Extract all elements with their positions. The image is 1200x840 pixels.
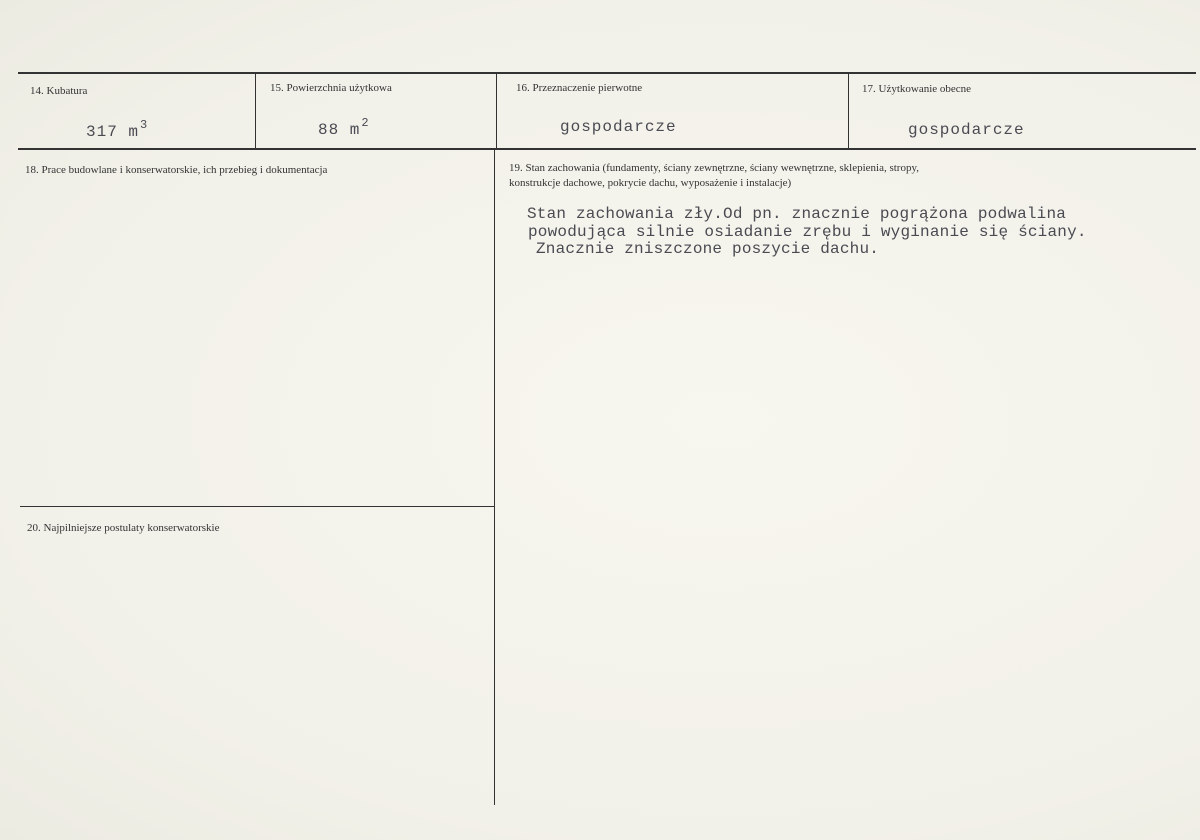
kubatura-label: 14. Kubatura	[30, 85, 88, 97]
uzytkowanie-value: gospodarcze	[908, 121, 1025, 139]
powierzchnia-exponent: 2	[361, 116, 370, 130]
kubatura-value-text: 317 m	[86, 123, 140, 141]
top-rule	[18, 72, 1196, 74]
uzytkowanie-label: 17. Użytkowanie obecne	[862, 83, 972, 95]
kubatura-exponent: 3	[140, 118, 149, 132]
stan-text-line2: powodująca silnie osiadanie zrębu i wyginanie się ściany.	[528, 223, 1087, 241]
powierzchnia-value-text: 88 m	[318, 121, 361, 139]
divider-14-15	[255, 73, 256, 148]
divider-16-17	[848, 73, 849, 148]
stan-text-line1: Stan zachowania zły.Od pn. znacznie pogrążona podwalina	[527, 205, 1067, 223]
section-18-bottom-rule	[20, 506, 494, 507]
header-bottom-rule	[18, 148, 1196, 150]
divider-15-16	[496, 73, 497, 148]
prace-label: 18. Prace budowlane i konserwatorskie, ich przebieg i dokumentacja	[25, 164, 328, 176]
przeznaczenie-label: 16. Przeznaczenie pierwotne	[516, 82, 643, 94]
kubatura-value	[86, 118, 148, 141]
stan-text-line3: Znacznie zniszczone poszycie dachu.	[536, 240, 880, 258]
stan-label-line2: konstrukcje dachowe, pokrycie dachu, wyposażenie i instalacje)	[509, 177, 792, 189]
powierzchnia-value	[318, 116, 370, 139]
postulaty-label: 20. Najpilniejsze postulaty konserwatorskie	[27, 522, 220, 534]
stan-label-line1: 19. Stan zachowania (fundamenty, ściany zewnętrzne, ściany wewnętrzne, sklepienia, stropy,	[509, 162, 920, 174]
divider-left-right	[494, 149, 495, 805]
przeznaczenie-value: gospodarcze	[560, 118, 677, 136]
powierzchnia-label: 15. Powierzchnia użytkowa	[270, 82, 392, 94]
